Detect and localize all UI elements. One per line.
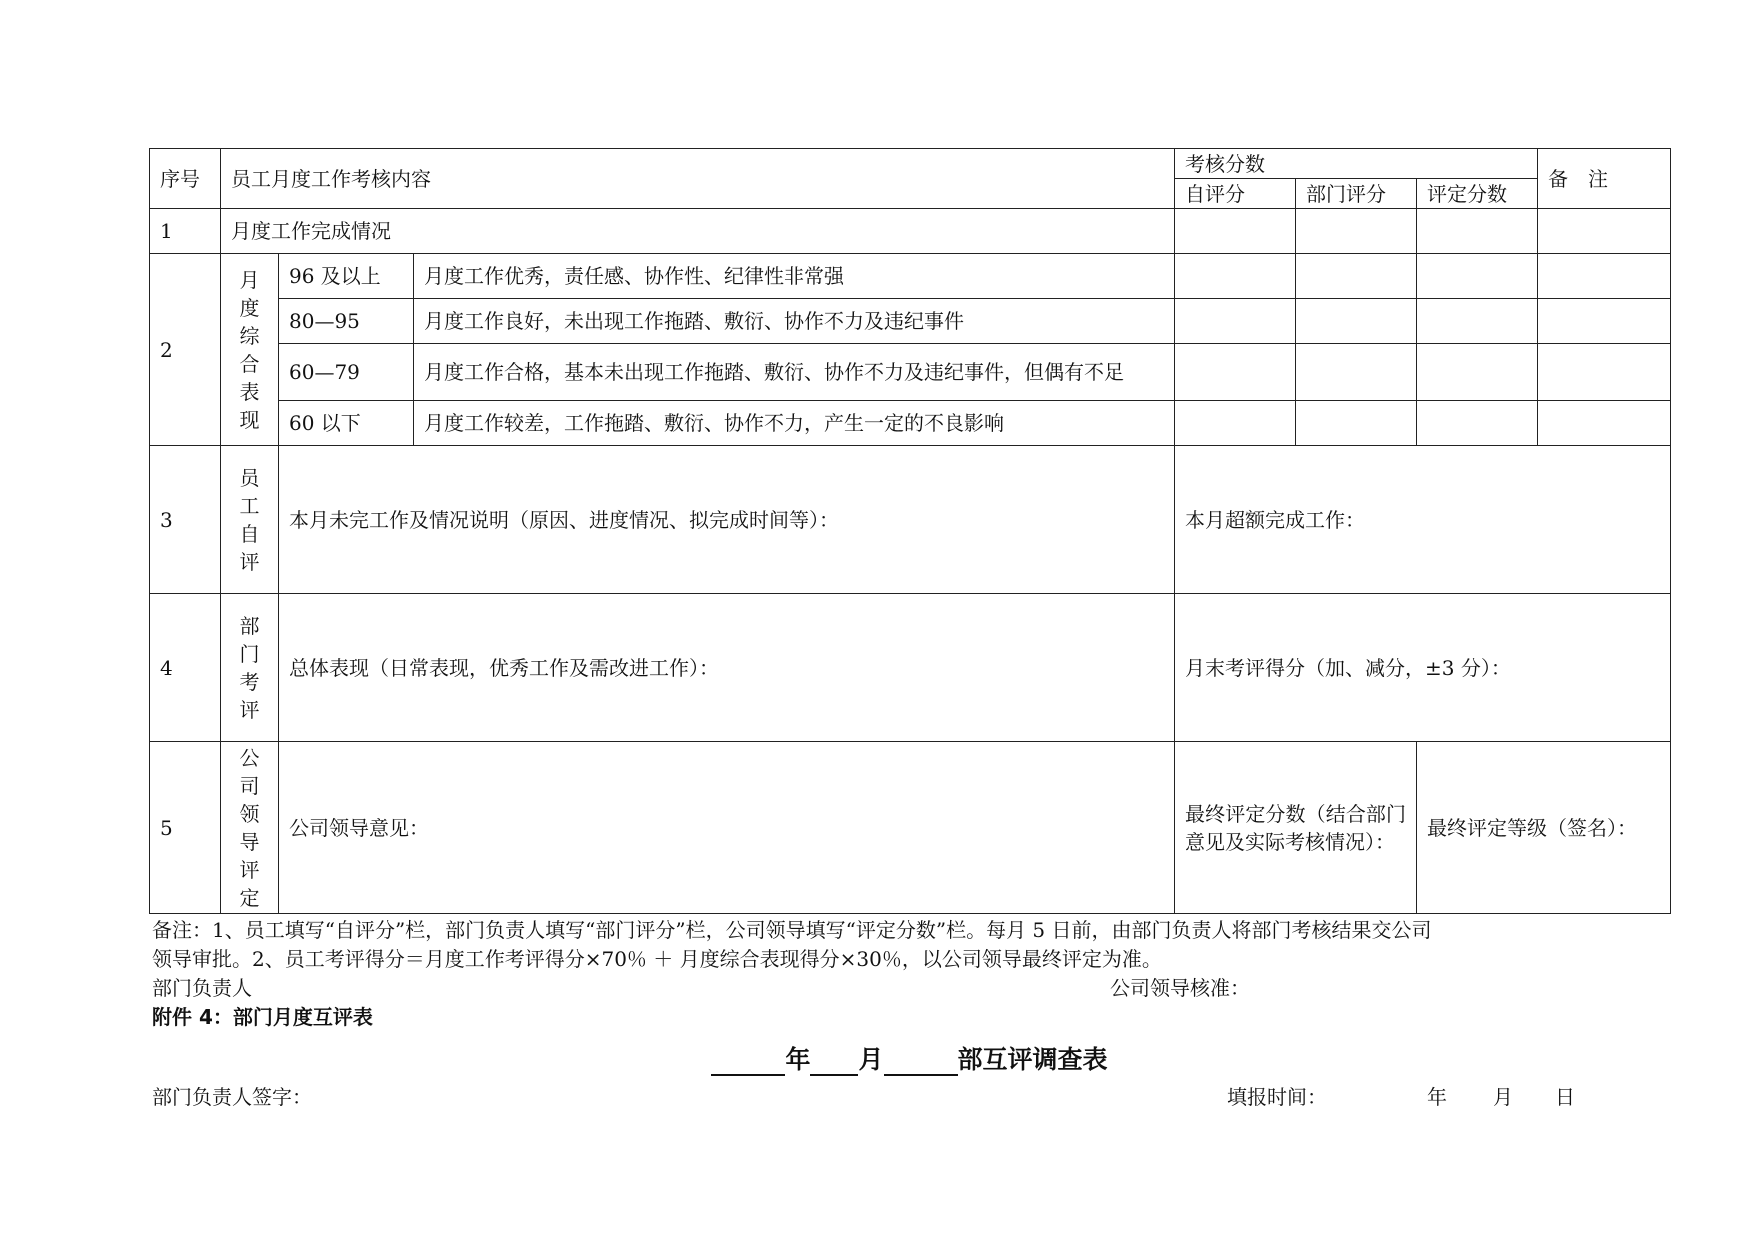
row4-seq: 4 [150,594,221,742]
row2-seq: 2 [150,254,221,446]
grade3-final-score-cell[interactable] [1417,344,1538,401]
header-dept-score: 部门评分 [1296,179,1417,209]
fill-time-label: 填报时间： [1227,1085,1327,1109]
row1-label: 月度工作完成情况 [221,209,1175,254]
row1-seq: 1 [150,209,221,254]
fill-time [1227,1082,1575,1112]
date-year: 年 [1427,1085,1447,1109]
title-month: 月 [858,1045,884,1074]
row4-category: 部 门 考 评 [221,594,279,742]
evaluation-sheet [149,148,1670,1112]
header-row [150,149,1671,179]
row-2-grade-4 [150,401,1671,446]
row-5 [150,742,1671,914]
signature-line [149,1082,1670,1112]
row3-seq: 3 [150,446,221,594]
dept-head-label: 部门负责人 [152,976,252,1000]
row-2-grade-1 [150,254,1671,299]
header-remark: 备 注 [1538,149,1671,209]
header-content: 员工月度工作考核内容 [221,149,1175,209]
header-seq: 序号 [150,149,221,209]
monthly-evaluation-table [149,148,1671,914]
grade1-self-score-cell[interactable] [1175,254,1296,299]
grade-desc: 月度工作良好，未出现工作拖踏、敷衍、协作不力及违纪事件 [414,299,1175,344]
month-blank[interactable] [810,1050,858,1076]
row3-category: 员 工 自 评 [221,446,279,594]
grade3-dept-score-cell[interactable] [1296,344,1417,401]
title-suffix: 部互评调查表 [957,1045,1108,1074]
overall-performance-field[interactable]: 总体表现（日常表现，优秀工作及需改进工作）： [279,594,1175,742]
extra-work-field[interactable]: 本月超额完成工作： [1175,446,1671,594]
grade4-self-score-cell[interactable] [1175,401,1296,446]
date-month: 月 [1493,1085,1513,1109]
leader-approve-label: 公司领导核准： [1110,976,1250,1000]
signature-label: 部门负责人签字： [152,1085,312,1109]
grade4-remark-cell[interactable] [1538,401,1671,446]
notes [149,916,1670,1003]
grade2-dept-score-cell[interactable] [1296,299,1417,344]
grade-range: 96 及以上 [279,254,414,299]
grade2-remark-cell[interactable] [1538,299,1671,344]
year-blank[interactable] [711,1050,785,1076]
row-4 [150,594,1671,742]
row-2-grade-2 [150,299,1671,344]
grade2-final-score-cell[interactable] [1417,299,1538,344]
row-3 [150,446,1671,594]
header-self-score: 自评分 [1175,179,1296,209]
grade-range: 60 以下 [279,401,414,446]
leader-opinion-field[interactable]: 公司领导意见： [279,742,1175,914]
approval-line [152,974,1670,1003]
grade2-self-score-cell[interactable] [1175,299,1296,344]
grade-desc: 月度工作优秀，责任感、协作性、纪律性非常强 [414,254,1175,299]
date-day: 日 [1555,1085,1575,1109]
row1-self-score-cell[interactable] [1175,209,1296,254]
row-2-grade-3 [150,344,1671,401]
row-1 [150,209,1671,254]
grade1-final-score-cell[interactable] [1417,254,1538,299]
grade-desc: 月度工作合格，基本未出现工作拖踏、敷衍、协作不力及违纪事件，但偶有不足 [414,344,1175,401]
title-year: 年 [785,1045,811,1074]
row5-category: 公 司 领 导 评 定 [221,742,279,914]
row1-remark-cell[interactable] [1538,209,1671,254]
attachment-title [149,1040,1670,1076]
notes-line-1: 备注：1、员工填写“自评分”栏，部门负责人填写“部门评分”栏，公司领导填写“评定分数”栏。每月 5 日前，由部门负责人将部门考核结果交公司 [152,918,1432,942]
unfinished-work-field[interactable]: 本月未完工作及情况说明（原因、进度情况、拟完成时间等）： [279,446,1175,594]
row1-final-score-cell[interactable] [1417,209,1538,254]
row5-seq: 5 [150,742,221,914]
grade1-remark-cell[interactable] [1538,254,1671,299]
month-end-score-field[interactable]: 月末考评得分（加、减分，±3 分）： [1175,594,1671,742]
grade-range: 80—95 [279,299,414,344]
header-score-group: 考核分数 [1175,149,1538,179]
grade1-dept-score-cell[interactable] [1296,254,1417,299]
final-grade-field[interactable]: 最终评定等级（签名）： [1417,742,1671,914]
grade-range: 60—79 [279,344,414,401]
grade4-dept-score-cell[interactable] [1296,401,1417,446]
row1-dept-score-cell[interactable] [1296,209,1417,254]
dept-blank[interactable] [884,1050,958,1076]
grade3-self-score-cell[interactable] [1175,344,1296,401]
row2-category: 月 度 综 合 表 现 [221,254,279,446]
attachment-label: 附件 4：部门月度互评表 [152,1005,373,1029]
grade-desc: 月度工作较差，工作拖踏、敷衍、协作不力，产生一定的不良影响 [414,401,1175,446]
grade4-final-score-cell[interactable] [1417,401,1538,446]
notes-line-2: 领导审批。2、员工考评得分＝月度工作考评得分×70％ ＋ 月度综合表现得分×30％，以公司领导最终评定为准。 [152,947,1162,971]
grade3-remark-cell[interactable] [1538,344,1671,401]
header-final-score: 评定分数 [1417,179,1538,209]
final-score-field[interactable]: 最终评定分数（结合部门意见及实际考核情况）： [1175,742,1417,914]
